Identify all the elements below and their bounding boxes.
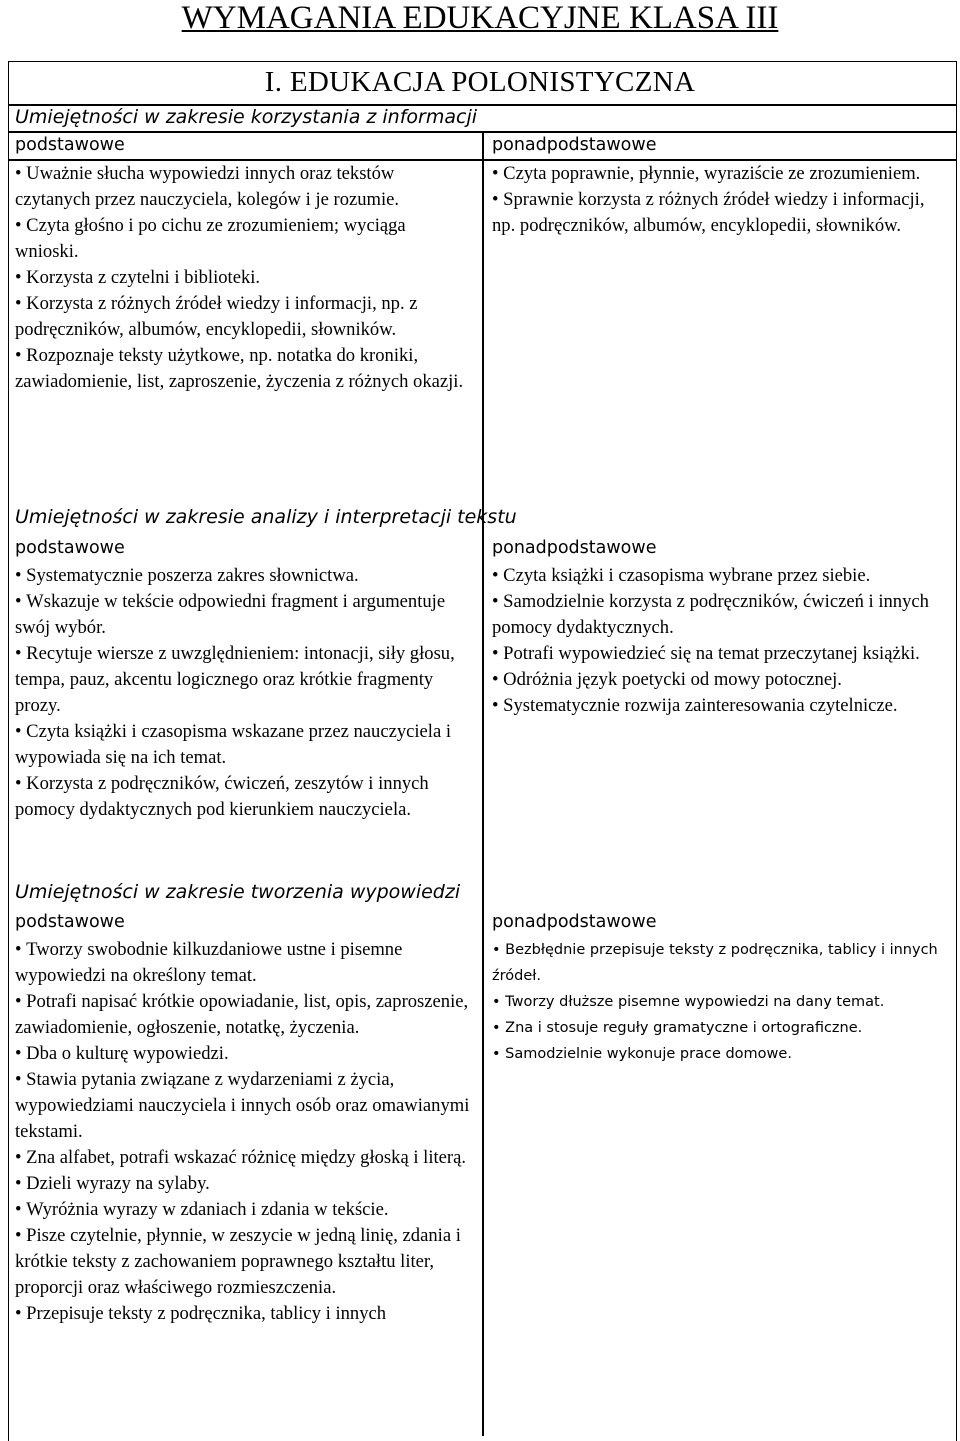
basic-requirements-list — [15, 937, 470, 1327]
list-item: • Pisze czytelnie, płynnie, w zeszycie w jedną linię, zdania i krótkie teksty z zachowaniem poprawnego kształtu liter, proporcji oraz właściwego rozmieszczenia. — [15, 1223, 470, 1301]
list-item: • Dzieli wyrazy na sylaby. — [15, 1171, 470, 1197]
subsection-title: Umiejętności w zakresie analizy i interpretacji tekstu — [15, 506, 517, 528]
list-item: • Odróżnia język poetycki od mowy potocznej. — [492, 667, 932, 693]
list-item: • Uważnie słucha wypowiedzi innych oraz tekstów czytanych przez nauczyciela, kolegów i je rozumie. — [15, 161, 465, 213]
list-item: • Recytuje wiersze z uwzględnieniem: intonacji, siły głosu, tempa, pauz, akcentu logicznego oraz krótkie fragmenty prozy. — [15, 641, 465, 719]
list-item: • Czyta głośno i po cichu ze zrozumieniem; wyciąga wnioski. — [15, 213, 465, 265]
list-item: • Czyta poprawnie, płynnie, wyraziście ze zrozumieniem. — [492, 161, 942, 187]
list-item: • Rozpoznaje teksty użytkowe, np. notatka do kroniki, zawiadomienie, list, zaproszenie, życzenia z różnych okazji. — [15, 343, 465, 395]
basic-requirements-list — [15, 563, 465, 823]
list-item: • Korzysta z czytelni i biblioteki. — [15, 265, 465, 291]
list-item: • Sprawnie korzysta z różnych źródeł wiedzy i informacji, np. podręczników, albumów, encyklopedii, słowników. — [492, 187, 942, 239]
list-item: • Dba o kulturę wypowiedzi. — [15, 1041, 470, 1067]
document-title — [0, 0, 960, 36]
list-item: • Systematycznie poszerza zakres słownictwa. — [15, 563, 465, 589]
list-item: • Wyróżnia wyrazy w zdaniach i zdania w tekście. — [15, 1197, 470, 1223]
document-title-text: WYMAGANIA EDUKACYJNE KLASA III — [181, 0, 779, 36]
subsection-title: Umiejętności w zakresie tworzenia wypowiedzi — [15, 881, 461, 903]
column-header-advanced: ponadpodstawowe — [492, 538, 657, 558]
list-item: • Przepisuje teksty z podręcznika, tablicy i innych — [15, 1301, 470, 1327]
list-item: • Korzysta z różnych źródeł wiedzy i informacji, np. z podręczników, albumów, encyklopedii, słowników. — [15, 291, 465, 343]
advanced-requirements-list — [492, 937, 947, 1067]
list-item: • Czyta książki i czasopisma wybrane przez siebie. — [492, 563, 932, 589]
list-item: • Tworzy swobodnie kilkuzdaniowe ustne i pisemne wypowiedzi na określony temat. — [15, 937, 470, 989]
list-item: • Potrafi wypowiedzieć się na temat przeczytanej książki. — [492, 641, 932, 667]
column-header-advanced: ponadpodstawowe — [492, 912, 657, 932]
section-title: I. EDUKACJA POLONISTYCZNA — [264, 66, 696, 98]
list-item: • Zna i stosuje reguły gramatyczne i ortograficzne. — [492, 1015, 947, 1041]
list-item: • Bezbłędnie przepisuje teksty z podręcznika, tablicy i innych źródeł. — [492, 937, 947, 989]
list-item: • Tworzy dłuższe pisemne wypowiedzi na dany temat. — [492, 989, 947, 1015]
list-item: • Stawia pytania związane z wydarzeniami z życia, wypowiedziami nauczyciela i innych osób oraz omawianymi tekstami. — [15, 1067, 470, 1145]
list-item: • Systematycznie rozwija zainteresowania czytelnicze. — [492, 693, 932, 719]
list-item: • Wskazuje w tekście odpowiedni fragment i argumentuje swój wybór. — [15, 589, 465, 641]
advanced-requirements-list — [492, 563, 932, 719]
list-item: • Korzysta z podręczników, ćwiczeń, zeszytów i innych pomocy dydaktycznych pod kierunkiem nauczyciela. — [15, 771, 465, 823]
column-header-basic: podstawowe — [15, 538, 125, 558]
list-item: • Czyta książki i czasopisma wskazane przez nauczyciela i wypowiada się na ich temat. — [15, 719, 465, 771]
column-divider — [482, 131, 484, 1436]
list-item: • Samodzielnie korzysta z podręczników, ćwiczeń i innych pomocy dydaktycznych. — [492, 589, 932, 641]
list-item: • Potrafi napisać krótkie opowiadanie, list, opis, zaproszenie, zawiadomienie, ogłoszenie, notatkę, życzenia. — [15, 989, 470, 1041]
list-item: • Samodzielnie wykonuje prace domowe. — [492, 1041, 947, 1067]
list-item: • Zna alfabet, potrafi wskazać różnicę między głoską i literą. — [15, 1145, 470, 1171]
column-header-basic: podstawowe — [15, 135, 125, 155]
advanced-requirements-list — [492, 161, 942, 239]
basic-requirements-list — [15, 161, 465, 395]
subsection-title: Umiejętności w zakresie korzystania z informacji — [15, 106, 478, 128]
column-header-basic: podstawowe — [15, 912, 125, 932]
column-header-advanced: ponadpodstawowe — [492, 135, 657, 155]
